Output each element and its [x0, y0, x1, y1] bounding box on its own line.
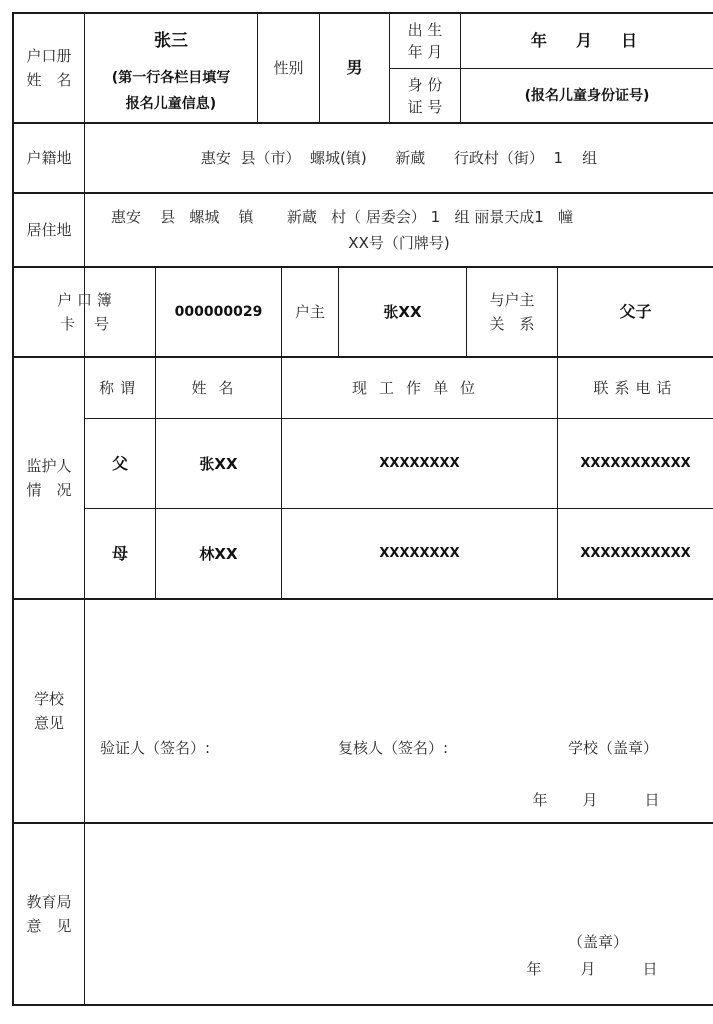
- name-note-line2: 报名儿童信息): [125, 96, 217, 112]
- household-head-value: 张XX: [383, 303, 422, 321]
- household-registration-label: 户籍地: [26, 149, 72, 167]
- id-label-line2: 证 号: [407, 97, 443, 116]
- child-name-value: 张三: [154, 31, 188, 51]
- gender-label: 性别: [273, 59, 304, 77]
- residence-label: 居住地: [26, 221, 72, 239]
- relation-value: 父子: [619, 302, 652, 321]
- relation-label-line2: 关 系: [489, 315, 535, 333]
- guardian-bottom-line: [12, 598, 713, 600]
- guardian-header-name: 姓名: [191, 379, 246, 397]
- birth-label-line2: 年 月: [407, 43, 443, 61]
- household-book-label-line1: 户 口 簿: [57, 291, 112, 309]
- guardians-label-line2: 情 况: [26, 481, 72, 499]
- bureau-date-day: 日: [642, 960, 658, 978]
- guardian-mother-name: 林XX: [199, 544, 238, 563]
- guardian-header-employer: 现工作单位: [351, 379, 487, 397]
- guardian-mother-title: 母: [111, 543, 128, 563]
- guardian-mother-employer: XXXXXXXX: [379, 545, 460, 561]
- id-label-line1: 身 份: [407, 75, 443, 94]
- name-label-line1: 户口册: [26, 47, 72, 65]
- school-bottom-line: [12, 822, 713, 824]
- guardian-father-title: 父: [111, 453, 128, 473]
- guardians-label-line1: 监护人: [26, 457, 72, 475]
- birth-label: [390, 14, 460, 68]
- school-opinion-label: [14, 600, 84, 822]
- school-verifier-signature: 验证人（签名）:: [100, 739, 211, 757]
- bureau-stamp: （盖章）: [567, 933, 628, 951]
- school-opinion-label-line2: 意见: [33, 714, 64, 732]
- school-opinion-label-line1: 学校: [33, 690, 64, 708]
- border-bottom: [12, 1004, 713, 1006]
- birth-label-line1: 出 生: [407, 21, 443, 39]
- bureau-date-year: 年: [526, 960, 542, 978]
- school-reviewer-signature: 复核人（签名）:: [338, 739, 449, 757]
- residence-value-line2: XX号（门牌号): [348, 234, 450, 252]
- id-label: [390, 69, 460, 122]
- guardian-father-phone: XXXXXXXXXXX: [580, 455, 691, 471]
- relation-label-line1: 与户主: [489, 291, 535, 309]
- gender-value: 男: [346, 58, 363, 77]
- guardians-label: [14, 358, 84, 598]
- household-registration-value: 惠安 县（市） 螺城(镇) 新蔵 行政村（街） 1 组: [200, 149, 598, 167]
- guardian-father-employer: XXXXXXXX: [379, 455, 460, 471]
- household-head-label: 户主: [294, 303, 325, 321]
- relation-label: [467, 268, 557, 356]
- name-note-line1: (第一行各栏目填写: [111, 70, 231, 86]
- guardian-header-phone: 联系电话: [593, 379, 678, 397]
- bureau-opinion-label: [14, 824, 84, 1004]
- bureau-opinion-label-line1: 教育局: [26, 893, 72, 911]
- guardian-father-name: 张XX: [199, 454, 238, 473]
- school-date-day: 日: [644, 791, 660, 809]
- household-book-label: [14, 268, 155, 356]
- name-label-line2: 姓 名: [26, 71, 72, 89]
- school-stamp: 学校（盖章）: [568, 739, 659, 757]
- household-book-number: 000000029: [174, 304, 263, 320]
- household-book-label-line2: 卡 号: [59, 315, 110, 333]
- id-number-value: (报名儿童身份证号): [524, 87, 650, 104]
- bureau-opinion-label-line2: 意 见: [26, 917, 72, 935]
- bureau-date-month: 月: [580, 960, 596, 978]
- row2-bottom-line: [12, 192, 713, 194]
- residence-value-line1: 惠安 县 螺城 镇 新蔵 村（ 居委会） 1 组 丽景天成1 幢: [111, 208, 574, 226]
- birth-date-value: 年 月 日: [530, 31, 644, 50]
- school-date-year: 年: [532, 791, 548, 809]
- guardian-header-title: 称谓: [98, 379, 141, 397]
- guardian-mother-phone: XXXXXXXXXXX: [580, 545, 691, 561]
- name-label: [14, 14, 84, 122]
- school-date-month: 月: [582, 791, 598, 809]
